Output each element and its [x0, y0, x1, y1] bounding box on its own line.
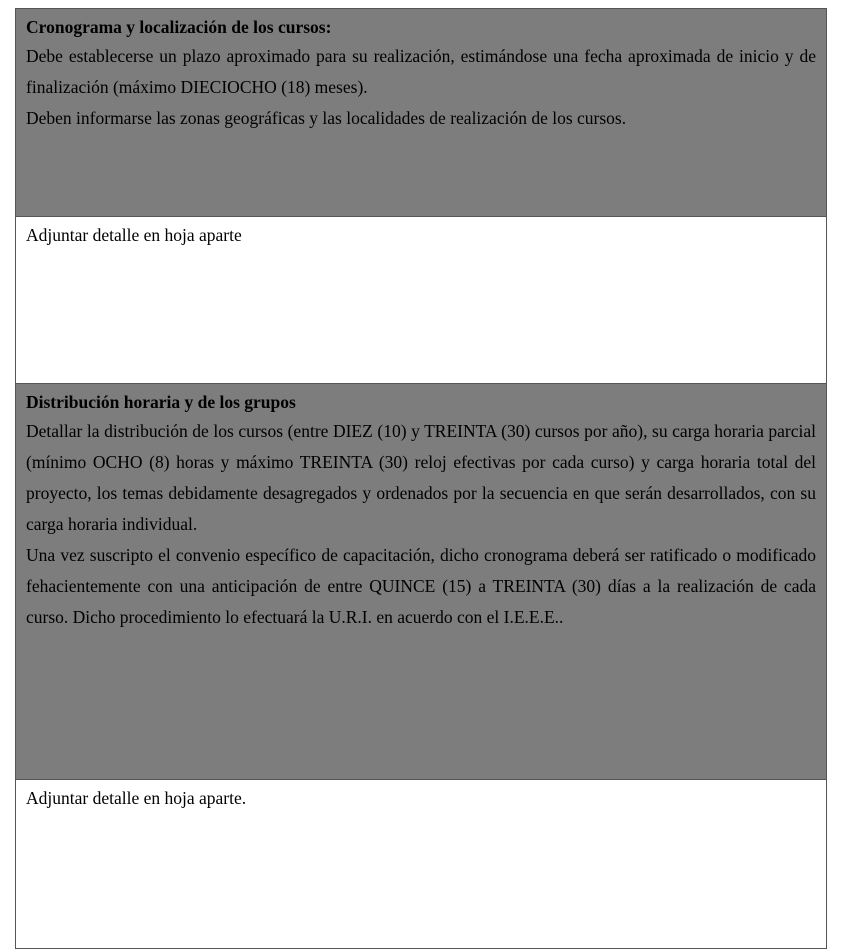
- instruction-paragraph: Debe establecerse un plazo aproximado para su realización, estimándose una fecha aproximada de inicio y de finalización (máximo DIECIOCHO (18) meses).: [26, 46, 816, 97]
- section-heading: Cronograma y localización de los cursos:: [26, 17, 332, 37]
- instruction-paragraph: Deben informarse las zonas geográficas y las localidades de realización de los cursos.: [26, 108, 627, 128]
- response-text: Adjuntar detalle en hoja aparte: [26, 225, 242, 245]
- section-schedule-response[interactable]: [16, 217, 826, 384]
- section-groups-instructions: [16, 384, 826, 780]
- instruction-paragraph: Detallar la distribución de los cursos (entre DIEZ (10) y TREINTA (30) cursos por año), su carga horaria parcial (mínimo OCHO (8) horas y máximo TREINTA (30) reloj efectivas por cada curso) y carga horaria total del proyecto, los temas debidamente desagregados y ordenados por la secuencia en que serán desarrollados, con su carga horaria individual.: [26, 421, 816, 534]
- instruction-paragraph: Una vez suscripto el convenio específico de capacitación, dicho cronograma deberá ser ratificado o modificado fehacientemente con una anticipación de entre QUINCE (15) a TREINTA (30) días a la realización de cada curso. Dicho procedimiento lo efectuará la U.R.I. en acuerdo con el I.E.E.E..: [26, 545, 816, 627]
- section-groups-response[interactable]: [16, 780, 826, 948]
- form-table: [15, 8, 827, 949]
- section-heading: Distribución horaria y de los grupos: [26, 392, 296, 412]
- response-text: Adjuntar detalle en hoja aparte.: [26, 788, 247, 808]
- section-schedule-instructions: [16, 9, 826, 217]
